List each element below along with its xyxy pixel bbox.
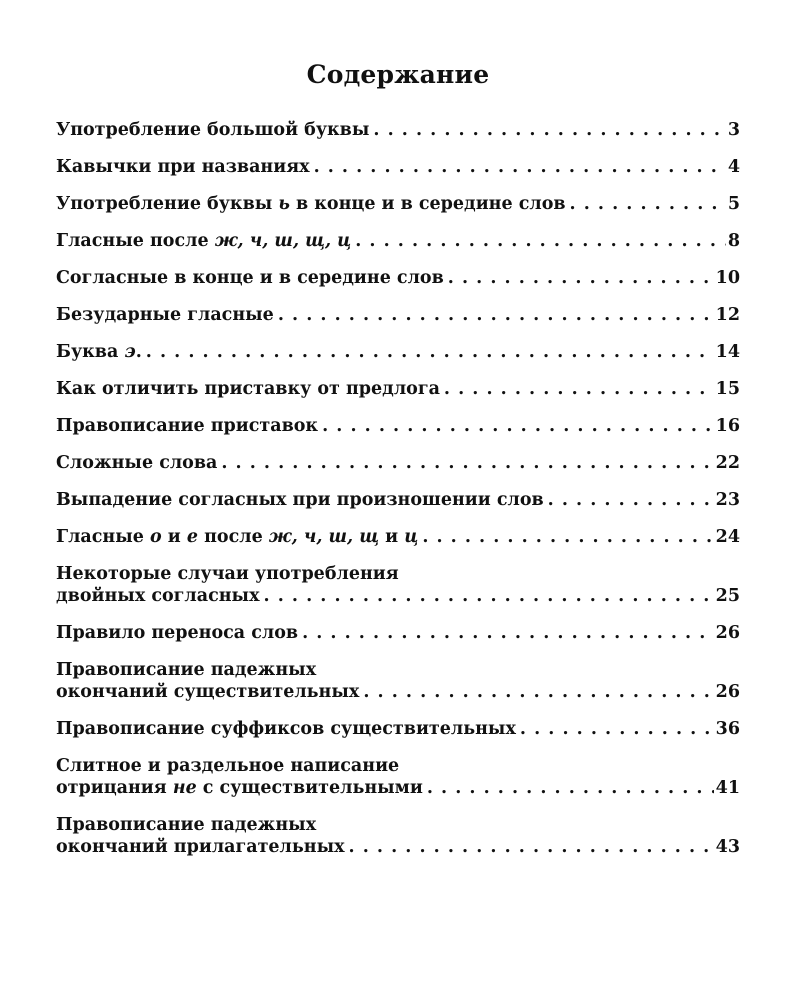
toc-entry-line	[56, 836, 740, 858]
toc-entry-title	[56, 756, 399, 776]
toc-entry-title	[56, 622, 298, 644]
toc-page-number: 25	[715, 586, 740, 606]
toc-entry-text: Буква	[56, 342, 125, 362]
dot-leader	[448, 267, 714, 289]
toc-entry-line	[56, 230, 740, 252]
toc-entry-text: Сложные слова	[56, 453, 218, 473]
dot-leader	[349, 836, 714, 858]
toc-entry[interactable]	[56, 378, 740, 400]
toc-entry-text: Правописание приставок	[56, 416, 319, 436]
toc-entry-line	[56, 622, 740, 644]
toc-entry-text: Согласные в конце и в середине слов	[56, 268, 444, 288]
toc-entry-text: Употребление буквы	[56, 194, 279, 214]
toc-entry-title	[56, 777, 423, 799]
toc-entry-title	[56, 119, 369, 141]
toc-entry-text: ж, ч, ш, щ, ц	[214, 231, 352, 251]
toc-entry-text: Как отличить приставку от предлога	[56, 379, 440, 399]
toc-entry-title	[56, 585, 260, 607]
toc-entry-line	[56, 681, 740, 703]
dot-leader	[322, 415, 714, 437]
dot-leader	[146, 341, 714, 363]
toc-entry-text: .	[135, 342, 142, 362]
toc-entry-line	[56, 755, 740, 777]
toc-page-number: 36	[715, 719, 740, 739]
dot-leader	[221, 452, 713, 474]
toc-entry[interactable]	[56, 814, 740, 858]
toc-entry-text: э	[124, 342, 136, 362]
dot-leader	[264, 585, 714, 607]
toc-page-number: 14	[715, 342, 740, 362]
toc-entry-text: ц	[404, 527, 419, 547]
toc-entry-text: Гласные после	[56, 231, 215, 251]
toc-entry-text: с существительными	[196, 778, 423, 798]
dot-leader	[355, 230, 726, 252]
toc-entry[interactable]	[56, 755, 740, 799]
toc-entry-title	[56, 267, 444, 289]
toc-entry-text: в конце и в середине слов	[289, 194, 566, 214]
dot-leader	[302, 622, 714, 644]
toc-page-number: 23	[715, 490, 740, 510]
toc-entry[interactable]	[56, 718, 740, 740]
dot-leader	[570, 193, 726, 215]
toc-page-number: 4	[727, 157, 740, 177]
toc-entry-text: о	[150, 527, 162, 547]
toc-entry-line	[56, 718, 740, 740]
toc-entry-text: Кавычки при названиях	[56, 157, 310, 177]
toc-entry-title	[56, 718, 516, 740]
dot-leader	[422, 526, 713, 548]
toc-entry[interactable]	[56, 230, 740, 252]
toc-entry-title	[56, 415, 318, 437]
toc-entry-title	[56, 452, 217, 474]
toc-entry-text: Правописание падежных	[56, 660, 317, 680]
toc-entry-text: Гласные	[56, 527, 150, 547]
toc-entry[interactable]	[56, 304, 740, 326]
toc-entry-text: Правописание падежных	[56, 815, 317, 835]
toc-entry[interactable]	[56, 156, 740, 178]
toc-page-number: 15	[715, 379, 740, 399]
toc-entry-text: Слитное и раздельное написание	[56, 756, 400, 776]
toc-entry-line	[56, 563, 740, 585]
toc-entry-line	[56, 193, 740, 215]
toc-entry[interactable]	[56, 119, 740, 141]
toc-entry-text: Безударные гласные	[56, 305, 274, 325]
toc-entry-text: Правописание суффиксов существительных	[56, 719, 516, 739]
dot-leader	[373, 119, 725, 141]
toc-page-number: 24	[715, 527, 740, 547]
toc-entry-line	[56, 156, 740, 178]
toc-entry-title	[56, 230, 351, 252]
toc-entry-text: Некоторые случаи употребления	[56, 564, 399, 584]
dot-leader	[363, 681, 713, 703]
toc-entry-title	[56, 681, 359, 703]
toc-entry-text: отрицания	[56, 778, 173, 798]
toc-entry[interactable]	[56, 489, 740, 511]
toc-entry-text: Правило переноса слов	[56, 623, 299, 643]
toc-entry-line	[56, 526, 740, 548]
toc-page-number: 5	[727, 194, 740, 214]
toc-entry-title	[56, 815, 316, 835]
toc-entry-title	[56, 489, 544, 511]
toc-entry-text: и	[379, 527, 405, 547]
toc-page-number: 26	[715, 623, 740, 643]
toc-entry-text: окончаний существительных	[56, 682, 360, 702]
toc-page-number: 10	[715, 268, 740, 288]
toc-entry-text: Выпадение согласных при произношении слов	[56, 490, 544, 510]
toc-entry-title	[56, 341, 142, 363]
toc-page-number: 3	[727, 120, 740, 140]
toc-entry[interactable]	[56, 659, 740, 703]
toc-entry[interactable]	[56, 267, 740, 289]
toc-entry[interactable]	[56, 563, 740, 607]
toc-entry[interactable]	[56, 622, 740, 644]
toc-entry[interactable]	[56, 341, 740, 363]
toc-entry-text: Употребление большой буквы	[56, 120, 370, 140]
toc-page-number: 43	[715, 837, 740, 857]
dot-leader	[278, 304, 714, 326]
toc-page-number: 41	[715, 778, 740, 798]
toc-entry-title	[56, 526, 418, 548]
table-of-contents-page	[56, 60, 740, 873]
toc-entry-line	[56, 585, 740, 607]
toc-entry-text: и	[161, 527, 187, 547]
toc-list	[56, 119, 740, 858]
dot-leader	[520, 718, 714, 740]
toc-page-number: 22	[715, 453, 740, 473]
toc-entry-line	[56, 777, 740, 799]
toc-entry[interactable]	[56, 526, 740, 548]
toc-entry-line	[56, 659, 740, 681]
toc-entry-line	[56, 119, 740, 141]
toc-entry[interactable]	[56, 415, 740, 437]
toc-entry-line	[56, 341, 740, 363]
toc-entry-text: ж, ч, ш, щ	[268, 527, 380, 547]
toc-entry-title	[56, 378, 440, 400]
toc-page-number: 26	[715, 682, 740, 702]
toc-entry-title	[56, 304, 274, 326]
toc-entry-line	[56, 267, 740, 289]
dot-leader	[444, 378, 714, 400]
toc-entry-title	[56, 156, 310, 178]
toc-entry-line	[56, 378, 740, 400]
toc-entry-line	[56, 489, 740, 511]
toc-entry-line	[56, 415, 740, 437]
toc-entry-text: после	[198, 527, 269, 547]
toc-entry-line	[56, 452, 740, 474]
page-title: Содержание	[306, 60, 490, 89]
toc-page-number: 16	[715, 416, 740, 436]
toc-entry[interactable]	[56, 452, 740, 474]
toc-entry-line	[56, 814, 740, 836]
dot-leader	[314, 156, 726, 178]
toc-entry-text: е	[186, 527, 198, 547]
toc-page-number: 8	[727, 231, 740, 251]
toc-entry-title	[56, 564, 399, 584]
toc-entry-text: двойных согласных	[56, 586, 260, 606]
toc-entry-text: окончаний прилагательных	[56, 837, 345, 857]
toc-entry-title	[56, 193, 566, 215]
toc-page-number: 12	[715, 305, 740, 325]
toc-entry-title	[56, 836, 345, 858]
toc-entry-text: ь	[278, 194, 290, 214]
toc-entry[interactable]	[56, 193, 740, 215]
dot-leader	[427, 777, 714, 799]
toc-entry-title	[56, 660, 316, 680]
dot-leader	[548, 489, 714, 511]
toc-entry-line	[56, 304, 740, 326]
toc-entry-text: не	[172, 778, 197, 798]
